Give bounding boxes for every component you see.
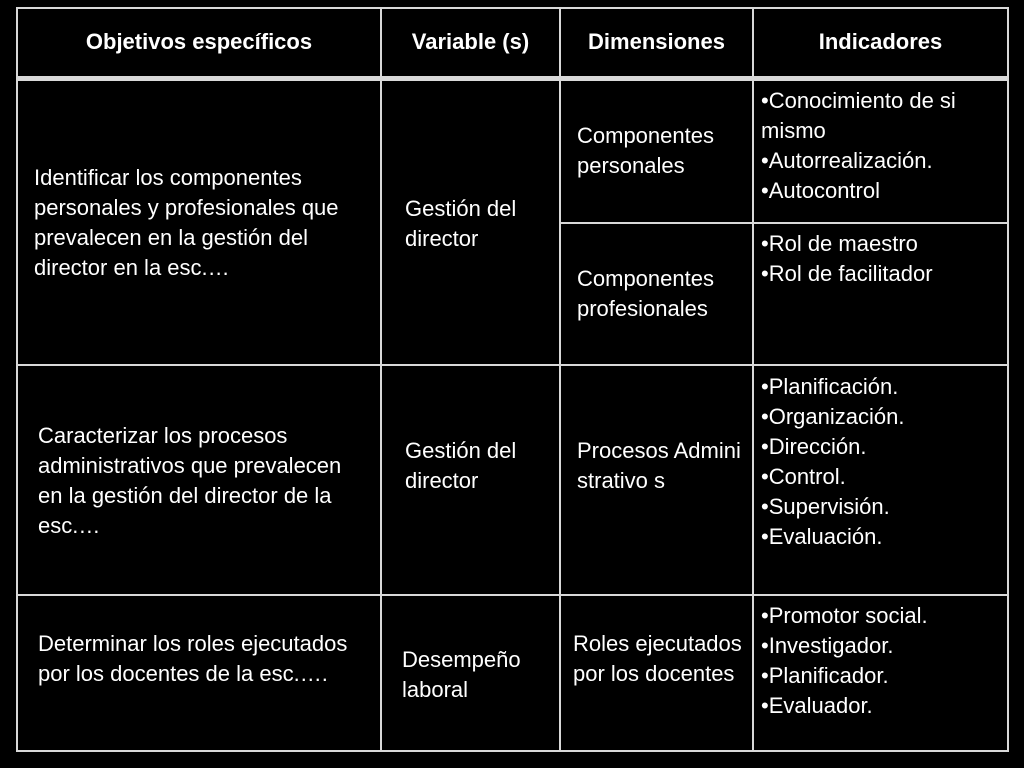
objetivo-cell: Identificar los componentes personales y profesionales que prevalecen en la gestión del director en la esc.… <box>34 165 339 280</box>
variable-cell: Gestión del director <box>405 196 517 251</box>
objetivo-cell: Determinar los roles ejecutados por los docentes de la esc.…. <box>38 631 348 686</box>
indicador-item: • Organización. <box>761 402 1001 432</box>
header-indicadores: Indicadores <box>818 29 943 54</box>
indicador-item: • Autorrealización. <box>761 146 1001 176</box>
dimension-cell: Procesos Administrativo s <box>577 438 741 493</box>
objetivo-cell: Caracterizar los procesos administrativos que prevalecen en la gestión del director de la esc.… <box>38 423 342 538</box>
indicadores-list <box>761 229 1001 289</box>
grid-line <box>16 750 1009 752</box>
indicador-item: • Supervisión. <box>761 492 1001 522</box>
header-dimensiones: Dimensiones <box>588 29 725 54</box>
variable-cell: Gestión del director <box>405 438 517 493</box>
indicador-item: • Investigador. <box>761 631 1001 661</box>
indicador-item: • Evaluador. <box>761 691 1001 721</box>
indicadores-list <box>761 86 1001 206</box>
dimension-cell: Componentes profesionales <box>577 266 714 321</box>
indicador-item: • Autocontrol <box>761 176 1001 206</box>
indicador-item: • Planificación. <box>761 372 1001 402</box>
dimension-cell: Componentes personales <box>577 123 714 178</box>
header-objetivos: Objetivos específicos <box>85 29 313 54</box>
dimension-cell: Roles ejecutados por los docentes <box>573 631 742 686</box>
indicador-item: • Rol de facilitador <box>761 259 1001 289</box>
grid-line <box>16 7 18 752</box>
grid-line <box>16 364 1009 366</box>
indicadores-list <box>761 601 1001 721</box>
indicadores-list <box>761 372 1001 552</box>
indicador-item: • Evaluación. <box>761 522 1001 552</box>
header-variable: Variable (s) <box>411 29 530 54</box>
indicador-item: • Dirección. <box>761 432 1001 462</box>
indicador-item: • Rol de maestro <box>761 229 1001 259</box>
indicador-item: • Promotor social. <box>761 601 1001 631</box>
indicador-item: • Planificador. <box>761 661 1001 691</box>
grid-line <box>1007 7 1009 752</box>
indicador-item: • Conocimiento de si mismo <box>761 86 1001 146</box>
variable-cell: Desempeño laboral <box>402 647 521 702</box>
grid-line <box>752 7 754 752</box>
indicador-item: • Control. <box>761 462 1001 492</box>
grid-line <box>16 594 1009 596</box>
grid-line <box>559 7 561 752</box>
grid-line <box>559 222 1009 224</box>
grid-line <box>380 7 382 752</box>
